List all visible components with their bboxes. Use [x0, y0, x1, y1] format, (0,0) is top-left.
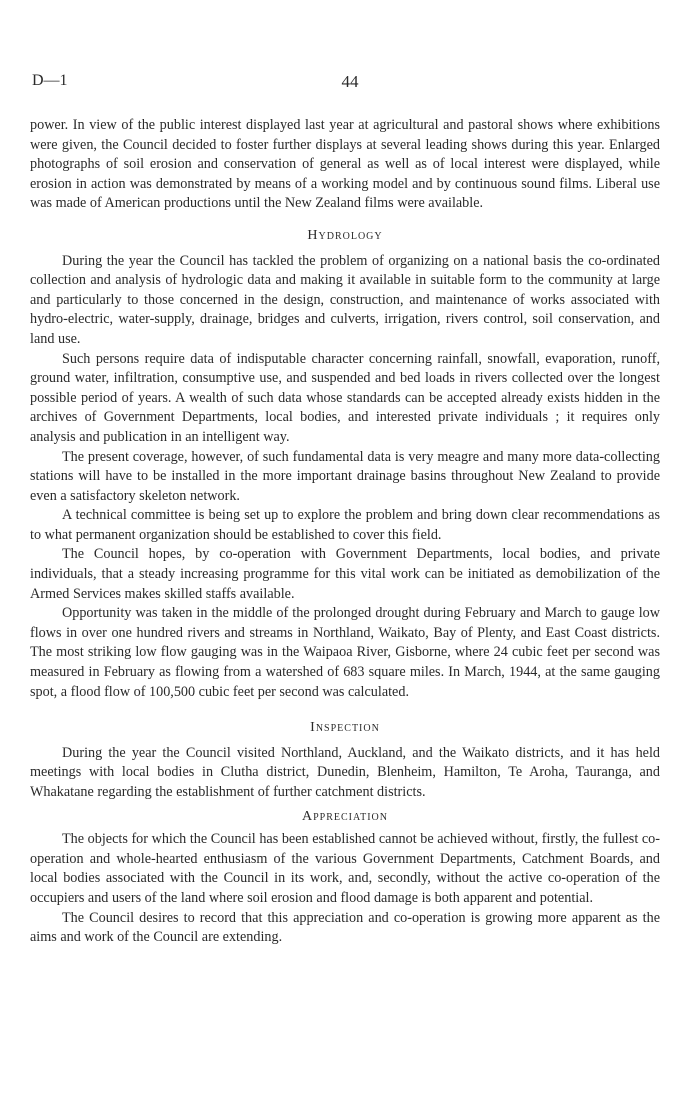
hydrology-paragraph-1: During the year the Council has tackled the problem of organizing on a national basis the co-ordinated collection and analysis of hydrologic data and making it available in suitable form to the community at large and particularly to those concerned in the design, construction, and maintenance of works associated with hydro-electric, water-supply, drainage, bridges and culverts, irrigation, rivers control, soil conservation, and land use.	[30, 252, 660, 347]
hydrology-heading: Hydrology	[307, 227, 383, 243]
page-number: 44	[341, 72, 359, 91]
hydrology-paragraph-5: The Council hopes, by co-operation with Government Departments, local bodies, and private individuals, that a steady increasing programme for this vital work can be initiated as demobilization of the Armed Services makes skilled staffs available.	[30, 546, 660, 602]
inspection-heading: Inspection	[310, 720, 380, 736]
hydrology-paragraph-4: A technical committee is being set up to explore the problem and bring down clear recommendations as to what permanent organization should be established to cover this field.	[30, 507, 660, 543]
page-header	[32, 72, 668, 96]
inspection-paragraph-1: During the year the Council visited Northland, Auckland, and the Waikato districts, and it has held meetings with local bodies in Clutha district, Dunedin, Blenheim, Hamilton, Te Aroha, Tauranga, and Whakatane regarding the establishment of further catchment districts.	[30, 744, 660, 800]
document-reference: D—1	[32, 72, 68, 89]
hydrology-paragraph-6: Opportunity was taken in the middle of the prolonged drought during February and March to gauge low flows in over one hundred rivers and streams in Northland, Waikato, Bay of Plenty, and East Coast districts. The most striking low flow gauging was in the Waipaoa River, Gisborne, where 24 cubic feet per second was measured in February as flowing from a watershed of 683 square miles. In March, 1944, at the same gauging spot, a flood flow of 100,500 cubic feet per second was calculated.	[30, 605, 660, 700]
hydrology-paragraph-3: The present coverage, however, of such fundamental data is very meagre and many more data-collecting stations will have to be installed in the more important drainage basins throughout New Zealand to provide even a satisfactory skeleton network.	[30, 448, 660, 504]
page-body	[30, 116, 660, 948]
appreciation-paragraph-1: The objects for which the Council has been established cannot be achieved without, firstly, the fullest co-operation and whole-hearted enthusiasm of the various Government Departments, Catchment Boards, and local bodies associated with the Council in its work, and, secondly, without the active co-operation of the occupiers and users of the land where soil erosion and flood damage is both apparent and potential.	[30, 831, 660, 906]
appreciation-paragraph-2: The Council desires to record that this appreciation and co-operation is growing more apparent as the aims and work of the Council are extending.	[30, 909, 660, 946]
intro-paragraph: power. In view of the public interest displayed last year at agricultural and pastoral shows where exhibitions were given, the Council decided to foster further displays at several leading shows during this year. Enlarged photographs of soil erosion and conservation of general as well as of local interest were displayed, while erosion in action was demonstrated by means of a working model and by continuous sound films. Liberal use was made of American productions until the New Zealand films were available.	[30, 117, 660, 212]
appreciation-heading: Appreciation	[301, 808, 388, 824]
hydrology-paragraph-2: Such persons require data of indisputable character concerning rainfall, snowfall, evaporation, runoff, ground water, infiltration, consumptive use, and suspended and bed loads in rivers collected over the longest possible period of years. A wealth of such data whose standards can be accepted already exists hidden in the archives of Government Departments, local bodies, and interested private individuals ; it requires only analysis and publication in an intelligent way.	[30, 350, 660, 445]
